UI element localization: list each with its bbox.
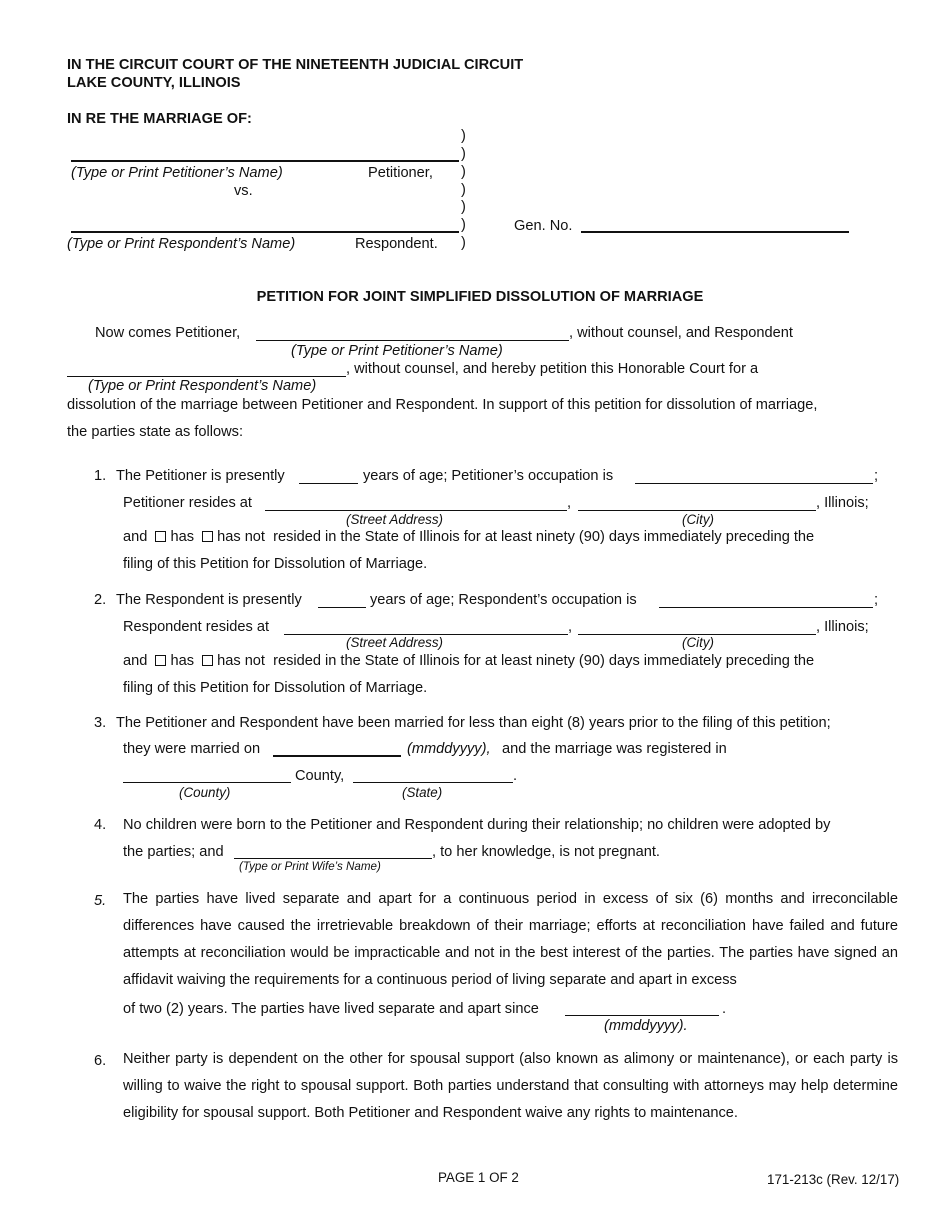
item-3-married-on-label: they were married on bbox=[123, 741, 261, 757]
item-2-semicolon: ; bbox=[874, 592, 879, 608]
item-5-period: . bbox=[722, 1001, 727, 1017]
item-5-since-label: of two (2) years. The parties have lived separate and apart since bbox=[123, 1001, 539, 1017]
item-4-wife-hint: (Type or Print Wife’s Name) bbox=[239, 860, 381, 873]
respondent-role-label: Respondent. bbox=[355, 236, 438, 252]
item-1-city-hint: (City) bbox=[682, 512, 714, 527]
wife-name-field[interactable] bbox=[234, 858, 432, 859]
item-2-city-hint: (City) bbox=[682, 635, 714, 650]
intro-respondent-name-field[interactable] bbox=[67, 376, 346, 377]
item-4-number: 4. bbox=[94, 817, 107, 833]
item-3-line1: The Petitioner and Respondent have been married for less than eight (8) years prior to the filing of this petition; bbox=[116, 715, 831, 731]
respondent-has-checkbox[interactable] bbox=[155, 655, 166, 666]
item-1-illinois: , Illinois; bbox=[816, 495, 869, 511]
item-6-paragraph: Neither party is dependent on the other for spousal support (also known as alimony or maintenance), or each party is willing to waive the right to spousal support. Both parties understand that consulting with attorneys may help determine eligibility for spousal support. Both Petitioner and Respondent waive any rights to maintenance. bbox=[123, 1051, 898, 1121]
intro-body-line1: dissolution of the marriage between Petitioner and Respondent. In support of this petition for dissolution of marriage, bbox=[67, 397, 818, 413]
court-county: LAKE COUNTY, ILLINOIS bbox=[67, 75, 241, 91]
court-name: IN THE CIRCUIT COURT OF THE NINETEENTH JUDICIAL CIRCUIT bbox=[67, 57, 524, 73]
item-1-residency-line: and has has not resided in the State of Illinois for at least ninety (90) days immediately preceding the bbox=[123, 529, 815, 545]
item-1-semicolon: ; bbox=[874, 468, 879, 484]
item-3-date-hint: (mmddyyyy), bbox=[407, 741, 491, 757]
item-3-county-label: County, bbox=[295, 768, 345, 784]
intro-petitioner-name-field[interactable] bbox=[256, 340, 569, 341]
petitioner-age-field[interactable] bbox=[299, 483, 358, 484]
gen-no-label: Gen. No. bbox=[514, 218, 573, 234]
petitioner-name-field[interactable] bbox=[71, 160, 459, 162]
petitioner-occupation-field[interactable] bbox=[635, 483, 873, 484]
respondent-has-not-checkbox[interactable] bbox=[202, 655, 213, 666]
respondent-occupation-field[interactable] bbox=[659, 607, 873, 608]
item-4-line1: No children were born to the Petitioner and Respondent during their relationship; no children were adopted by bbox=[123, 817, 831, 833]
intro-body-line2: the parties state as follows: bbox=[67, 424, 244, 440]
item-2-resides-label: Respondent resides at bbox=[123, 619, 270, 635]
item-2-comma: , bbox=[568, 619, 573, 635]
respondent-name-field[interactable] bbox=[71, 231, 459, 233]
item-3-state-hint: (State) bbox=[402, 785, 443, 800]
petitioner-has-checkbox[interactable] bbox=[155, 531, 166, 542]
item-4-parties-label: the parties; and bbox=[123, 844, 224, 860]
marriage-county-field[interactable] bbox=[123, 782, 291, 783]
item-3-period: . bbox=[513, 768, 518, 784]
versus-label: vs. bbox=[234, 183, 253, 199]
item-2-occupation-label: years of age; Respondent’s occupation is bbox=[370, 592, 637, 608]
marriage-state-field[interactable] bbox=[353, 782, 513, 783]
item-4-knowledge-text: , to her knowledge, is not pregnant. bbox=[432, 844, 660, 860]
intro-now-comes: Now comes Petitioner, bbox=[95, 325, 241, 341]
item-1-filing-line: filing of this Petition for Dissolution of Marriage. bbox=[123, 556, 428, 572]
petitioner-has-not-checkbox[interactable] bbox=[202, 531, 213, 542]
in-re-heading: IN RE THE MARRIAGE OF: bbox=[67, 111, 252, 127]
petitioner-street-field[interactable] bbox=[265, 510, 567, 511]
respondent-age-field[interactable] bbox=[318, 607, 366, 608]
item-6-number: 6. bbox=[94, 1053, 107, 1069]
item-1-resides-label: Petitioner resides at bbox=[123, 495, 252, 511]
item-5-paragraph: The parties have lived separate and apart for a continuous period in excess of six (6) months and irreconcilable differences have caused the irretrievable breakdown of their marriage; efforts at reconciliation have failed and future attempts at reconciliation would be impracticable and not in the best interest of the parties. The parties have signed an affidavit waiving the requirements for a continuous period of living separate and apart in excess bbox=[123, 891, 898, 988]
gen-no-field[interactable] bbox=[581, 231, 849, 233]
item-3-registered-label: and the marriage was registered in bbox=[502, 741, 727, 757]
intro-respondent-text: , without counsel, and Respondent bbox=[569, 325, 793, 341]
petitioner-role-label: Petitioner, bbox=[368, 165, 433, 181]
item-1-number: 1. bbox=[94, 468, 107, 484]
item-2-street-hint: (Street Address) bbox=[346, 635, 443, 650]
item-3-number: 3. bbox=[94, 715, 107, 731]
item-2-residency-line: and has has not resided in the State of Illinois for at least ninety (90) days immediately preceding the bbox=[123, 653, 815, 669]
petition-title: PETITION FOR JOINT SIMPLIFIED DISSOLUTION OF MARRIAGE bbox=[256, 289, 704, 305]
item-2-illinois: , Illinois; bbox=[816, 619, 869, 635]
petitioner-city-field[interactable] bbox=[578, 510, 816, 511]
item-3-county-hint: (County) bbox=[179, 785, 231, 800]
item-2-age-prefix: The Respondent is presently bbox=[116, 592, 302, 608]
item-1-occupation-label: years of age; Petitioner’s occupation is bbox=[363, 468, 614, 484]
petitioner-name-hint: (Type or Print Petitioner’s Name) bbox=[71, 165, 283, 181]
form-number: 171-213c (Rev. 12/17) bbox=[767, 1172, 900, 1187]
item-1-street-hint: (Street Address) bbox=[346, 512, 443, 527]
intro-respondent-hint: (Type or Print Respondent’s Name) bbox=[88, 378, 317, 394]
item-2-filing-line: filing of this Petition for Dissolution of Marriage. bbox=[123, 680, 428, 696]
item-5-date-hint: (mmddyyyy). bbox=[604, 1018, 688, 1034]
item-1-age-prefix: The Petitioner is presently bbox=[116, 468, 285, 484]
marriage-date-field[interactable] bbox=[273, 755, 401, 757]
separation-date-field[interactable] bbox=[565, 1015, 719, 1016]
intro-petitioner-hint: (Type or Print Petitioner’s Name) bbox=[291, 343, 503, 359]
intro-petition-text: , without counsel, and hereby petition this Honorable Court for a bbox=[346, 361, 759, 377]
item-1-comma: , bbox=[567, 495, 572, 511]
page-number: PAGE 1 OF 2 bbox=[438, 1170, 519, 1185]
item-5-number: 5. bbox=[94, 893, 107, 909]
respondent-name-hint: (Type or Print Respondent’s Name) bbox=[67, 236, 296, 252]
item-2-number: 2. bbox=[94, 592, 107, 608]
